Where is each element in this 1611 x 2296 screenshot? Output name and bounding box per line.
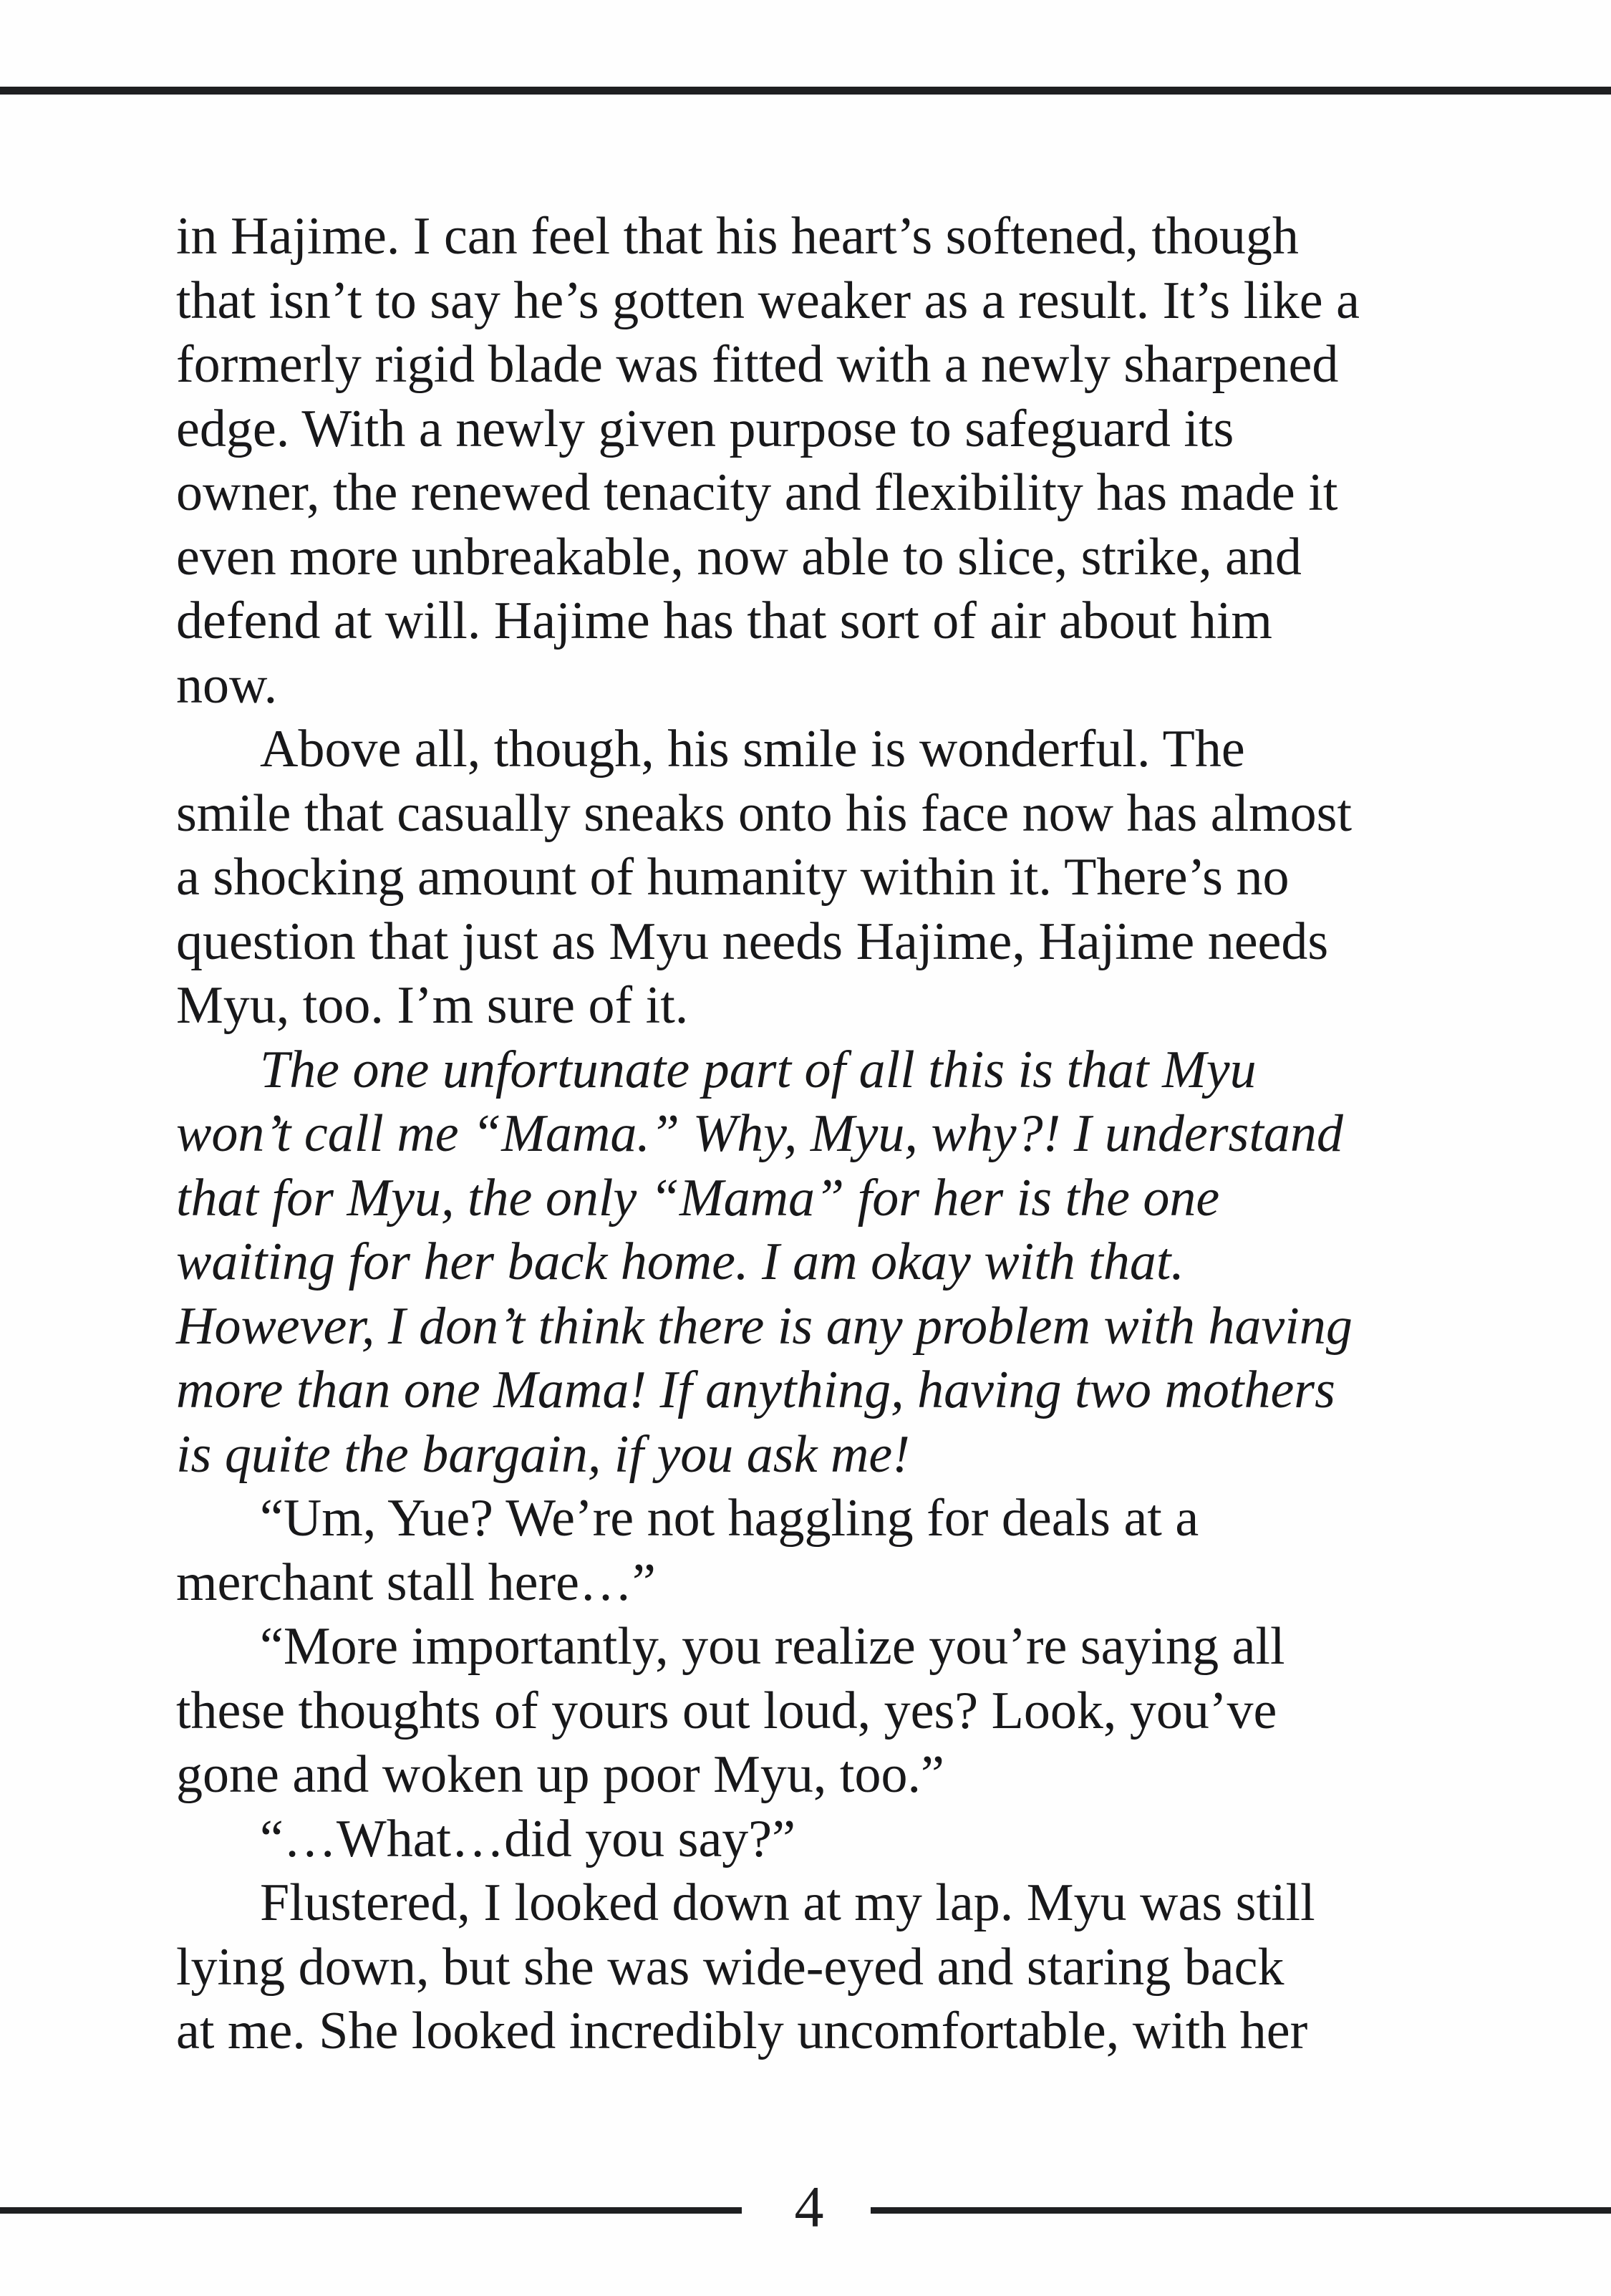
footer-rule-right (871, 2207, 1611, 2214)
text-line: “…What…did you say?” (260, 1809, 795, 1868)
text-line: The one unfortunate part of all this is that Myu (260, 1040, 1257, 1099)
text-line: that for Myu, the only “Mama” for her is the one (176, 1168, 1220, 1227)
text-line: smile that casually sneaks onto his face now has almost (176, 783, 1353, 843)
text-line: owner, the renewed tenacity and flexibility has made it (176, 463, 1338, 522)
text-line: question that just as Myu needs Hajime, Hajime needs (176, 912, 1329, 971)
text-block (176, 205, 1443, 2064)
text-line: Above all, though, his smile is wonderful. The (260, 720, 1245, 778)
text-line: However, I don’t think there is any problem with having (176, 1296, 1353, 1356)
text-line: Myu, too. I’m sure of it. (176, 976, 689, 1035)
text-line: defend at will. Hajime has that sort of air about him (176, 592, 1272, 650)
text-line: “Um, Yue? We’re not haggling for deals at a (260, 1489, 1199, 1548)
text-line: Flustered, I looked down at my lap. Myu was still (260, 1873, 1315, 1932)
text-line: is quite the bargain, if you ask me! (176, 1424, 910, 1484)
text-line: a shocking amount of humanity within it. There’s no (176, 848, 1290, 907)
text-line: won’t call me “Mama.” Why, Myu, why?! I understand (176, 1104, 1343, 1163)
text-line: in Hajime. I can feel that his heart’s softened, though (176, 207, 1299, 266)
text-line: that isn’t to say he’s gotten weaker as a result. It’s like a (176, 271, 1360, 330)
text-line: gone and woken up poor Myu, too.” (176, 1745, 944, 1804)
text-line: waiting for her back home. I am okay with that. (176, 1233, 1184, 1291)
text-line: at me. She looked incredibly uncomfortable, with her (176, 2002, 1308, 2060)
text-line: edge. With a newly given purpose to safeguard its (176, 399, 1234, 458)
text-line: merchant stall here…” (176, 1553, 656, 1612)
page-number: 4 (794, 2174, 824, 2239)
text-line: formerly rigid blade was fitted with a newly sharpened (176, 335, 1339, 394)
text-line: these thoughts of yours out loud, yes? Look, you’ve (176, 1681, 1277, 1740)
text-line: lying down, but she was wide-eyed and staring back (176, 1937, 1285, 1997)
top-rule (0, 87, 1611, 95)
text-line: even more unbreakable, now able to slice, strike, and (176, 527, 1302, 587)
text-line: now. (176, 655, 278, 715)
text-line: more than one Mama! If anything, having two mothers (176, 1361, 1335, 1419)
footer-rule-left (0, 2207, 742, 2214)
text-line: “More importantly, you realize you’re saying all (260, 1617, 1285, 1676)
